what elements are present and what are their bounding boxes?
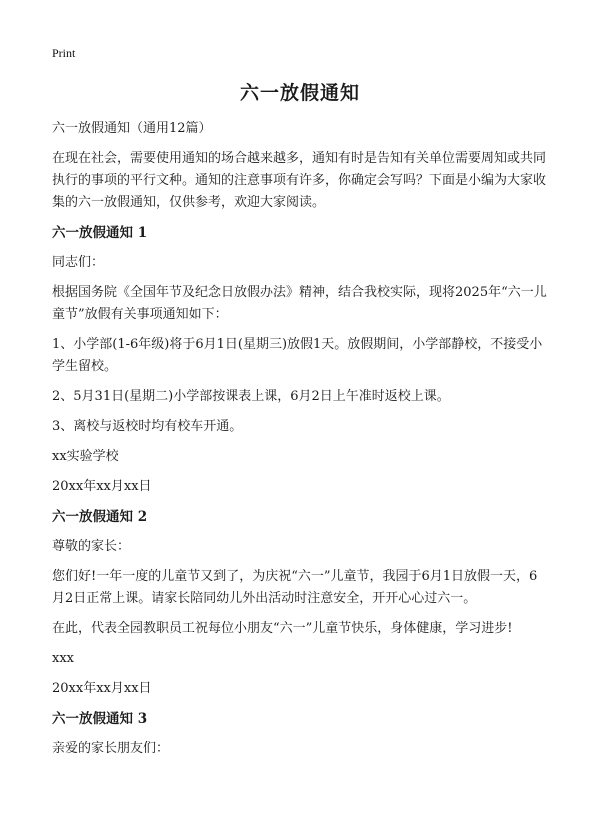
page-title: 六一放假通知 [239, 82, 360, 104]
section-3-salutation: 亲爱的家长朋友们： [52, 741, 170, 756]
section-3-heading: 六一放假通知 3 [52, 711, 148, 727]
section-1-item-2: 2、5月31日(星期二)小学部按课表上课，6月2日上午准时返校上课。 [52, 389, 450, 404]
section-1-item-3: 3、离校与返校时均有校车开通。 [52, 419, 243, 434]
section-2-date: 20xx年xx月xx日 [52, 681, 152, 696]
section-2-wish: 在此，代表全园教职员工祝每位小朋友“六一”儿童节快乐，身体健康，学习进步! [52, 621, 513, 636]
document-subtitle: 六一放假通知（通用12篇） [52, 121, 212, 136]
section-1-signer: xx实验学校 [52, 449, 119, 464]
section-1-salutation: 同志们： [52, 255, 105, 270]
section-1-item-1: 1、小学部(1-6年级)将于6月1日(星期三)放假1天。放假期间，小学部静校，不接受小学生留校。 [52, 337, 543, 374]
section-2-body: 您们好!一年一度的儿童节又到了，为庆祝“六一”儿童节，我园于6月1日放假一天，6月2日正常上课。请家长陪同幼儿外出活动时注意安全，开开心心过六一。 [52, 569, 538, 606]
section-2-salutation: 尊敬的家长： [52, 539, 131, 554]
section-2-heading: 六一放假通知 2 [52, 509, 148, 525]
section-1-body: 根据国务院《全国年节及纪念日放假办法》精神，结合我校实际，现将2025年“六一儿童节”放假有关事项通知如下： [52, 285, 547, 322]
section-2-signer: xxx [52, 651, 74, 666]
print-link[interactable]: Print [52, 46, 76, 60]
section-1-date: 20xx年xx月xx日 [52, 479, 152, 494]
section-1-heading: 六一放假通知 1 [52, 225, 148, 241]
intro-paragraph: 在现在社会，需要使用通知的场合越来越多，通知有时是告知有关单位需要周知或共同执行的事项的平行文种。通知的注意事项有许多，你确定会写吗？下面是小编为大家收集的六一放假通知，仅供参考，欢迎大家阅读。 [52, 151, 547, 210]
document-body [52, 118, 548, 768]
